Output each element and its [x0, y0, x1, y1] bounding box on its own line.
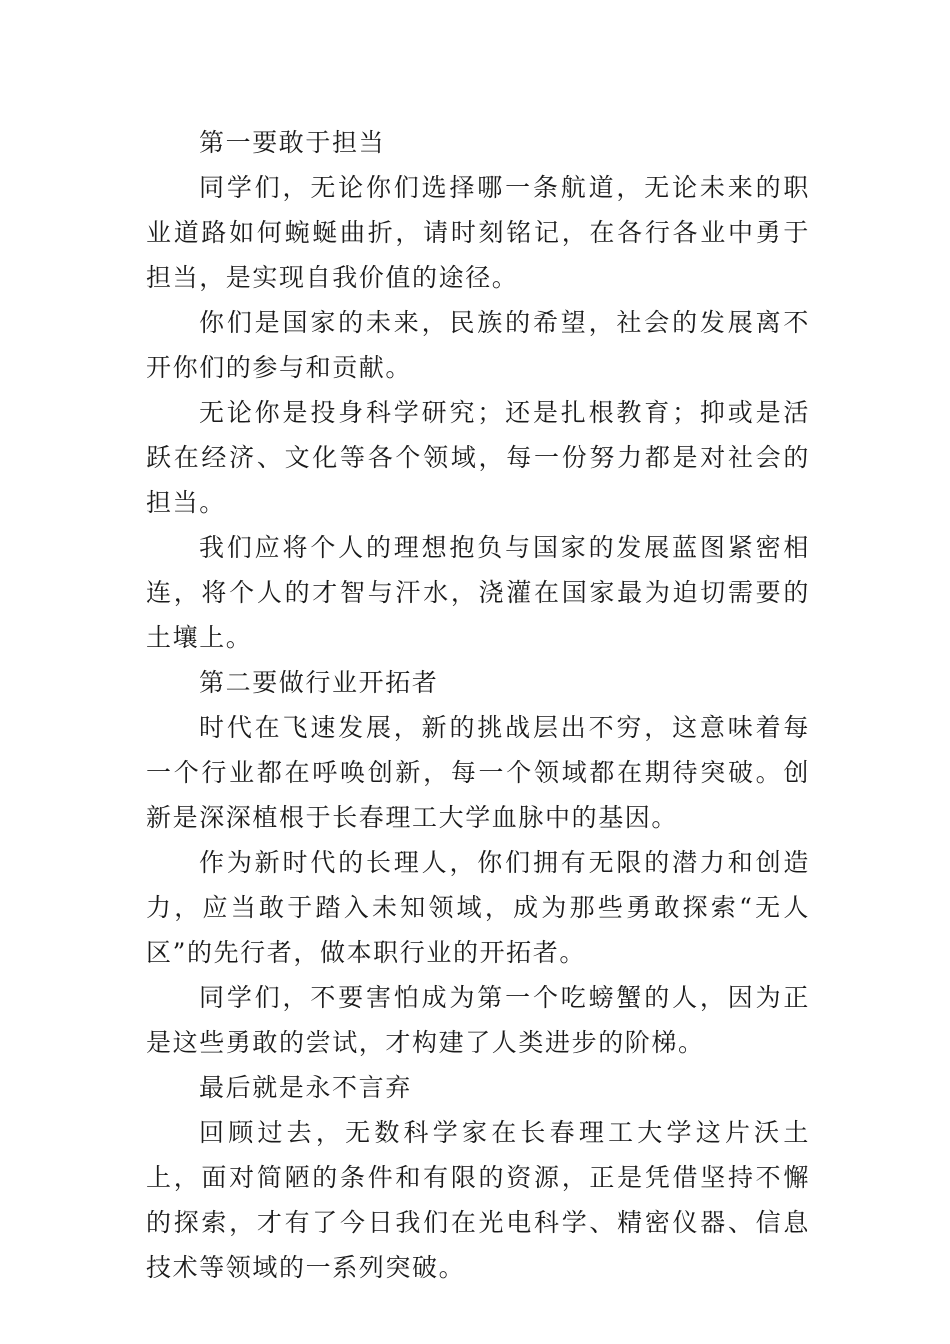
section-heading-2: 第二要做行业开拓者 — [199, 668, 439, 697]
paragraph: 我们应将个人的理想抱负与国家的发展蓝图紧密相连，将个人的才智与汗水，浇灌在国家最为迫切需要的土壤上。 — [146, 533, 810, 652]
paragraph: 同学们，无论你们选择哪一条航道，无论未来的职业道路如何蜿蜒曲折，请时刻铭记，在各行各业中勇于担当，是实现自我价值的途径。 — [146, 173, 810, 292]
paragraph: 无论你是投身科学研究；还是扎根教育；抑或是活跃在经济、文化等各个领域，每一份努力都是对社会的担当。 — [146, 398, 810, 517]
paragraph: 回顾过去，无数科学家在长春理工大学这片沃土上，面对简陋的条件和有限的资源，正是凭借坚持不懈的探索，才有了今日我们在光电科学、精密仪器、信息技术等领域的一系列突破。 — [146, 1118, 810, 1282]
section-heading-3: 最后就是永不言弃 — [199, 1073, 412, 1102]
paragraph: 同学们，不要害怕成为第一个吃螃蟹的人，因为正是这些勇敢的尝试，才构建了人类进步的阶梯。 — [146, 983, 810, 1057]
section-heading-1: 第一要敢于担当 — [199, 128, 386, 157]
paragraph: 作为新时代的长理人，你们拥有无限的潜力和创造力，应当敢于踏入未知领域，成为那些勇敢探索“无人区”的先行者，做本职行业的开拓者。 — [146, 848, 810, 967]
paragraph: 时代在飞速发展，新的挑战层出不穷，这意味着每一个行业都在呼唤创新，每一个领域都在期待突破。创新是深深植根于长春理工大学血脉中的基因。 — [146, 713, 810, 832]
document-body — [146, 120, 810, 1290]
paragraph: 你们是国家的未来，民族的希望，社会的发展离不开你们的参与和贡献。 — [146, 308, 810, 382]
